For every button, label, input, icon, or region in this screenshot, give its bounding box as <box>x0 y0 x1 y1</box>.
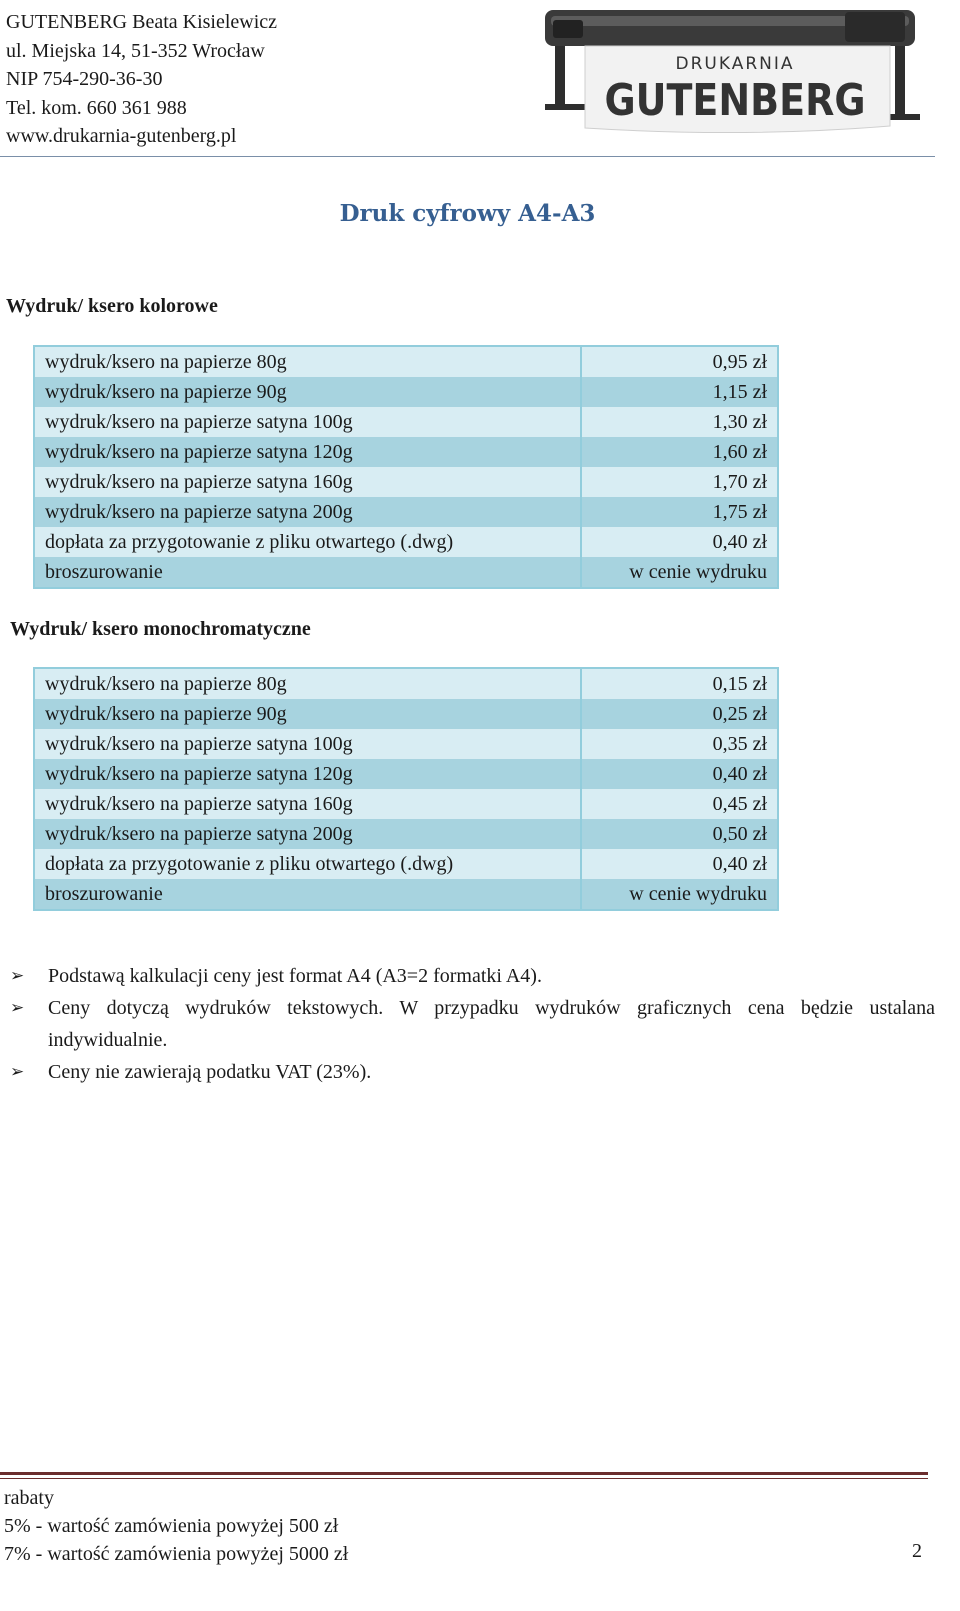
page-number: 2 <box>912 1540 922 1562</box>
item-price: 0,40 zł <box>581 527 778 557</box>
discounts-label: rabaty <box>4 1487 54 1509</box>
table-row <box>34 668 778 699</box>
item-name: dopłata za przygotowanie z pliku otwartego (.dwg) <box>34 527 581 557</box>
discounts-footer <box>4 1484 348 1568</box>
item-price: 0,50 zł <box>581 819 778 849</box>
item-name: wydruk/ksero na papierze satyna 100g <box>34 407 581 437</box>
item-name: broszurowanie <box>34 557 581 588</box>
note-item: ➢ Podstawą kalkulacji ceny jest format A4 (A3=2 formatki A4). <box>0 960 935 992</box>
table-row <box>34 879 778 910</box>
company-website: www.drukarnia-gutenberg.pl <box>6 125 237 147</box>
item-name: wydruk/ksero na papierze satyna 200g <box>34 497 581 527</box>
arrow-bullet-icon: ➢ <box>10 966 25 985</box>
table-row <box>34 759 778 789</box>
item-name: wydruk/ksero na papierze satyna 200g <box>34 819 581 849</box>
table-row <box>34 729 778 759</box>
item-name: wydruk/ksero na papierze 80g <box>34 668 581 699</box>
discount-1: 5% - wartość zamówienia powyżej 500 zł <box>4 1515 339 1537</box>
item-price: 0,25 zł <box>581 699 778 729</box>
company-nip: NIP 754-290-36-30 <box>6 68 163 90</box>
company-name: GUTENBERG Beata Kisielewicz <box>6 11 278 33</box>
mono-price-table <box>33 667 779 911</box>
item-name: wydruk/ksero na papierze satyna 100g <box>34 729 581 759</box>
color-price-table <box>33 345 779 589</box>
logo-text-gutenberg: GUTENBERG <box>604 74 866 126</box>
item-price: 0,15 zł <box>581 668 778 699</box>
table-row <box>34 497 778 527</box>
table-row <box>34 789 778 819</box>
notes-list <box>0 960 935 1088</box>
table-row <box>34 557 778 588</box>
arrow-bullet-icon: ➢ <box>10 1062 25 1081</box>
header-divider <box>0 156 935 157</box>
table-row <box>34 467 778 497</box>
item-price: 0,95 zł <box>581 346 778 377</box>
item-name: wydruk/ksero na papierze 90g <box>34 377 581 407</box>
color-section-heading: Wydruk/ ksero kolorowe <box>6 295 218 317</box>
company-info <box>6 8 277 151</box>
logo-text-drukarnia: DRUKARNIA <box>675 54 795 74</box>
table-row <box>34 407 778 437</box>
table-row <box>34 699 778 729</box>
arrow-bullet-icon: ➢ <box>10 998 25 1017</box>
item-name: wydruk/ksero na papierze 80g <box>34 346 581 377</box>
item-price: 1,60 zł <box>581 437 778 467</box>
mono-section-heading: Wydruk/ ksero monochromatyczne <box>10 618 311 640</box>
item-name: wydruk/ksero na papierze satyna 160g <box>34 789 581 819</box>
item-name: dopłata za przygotowanie z pliku otwartego (.dwg) <box>34 849 581 879</box>
item-price: 1,75 zł <box>581 497 778 527</box>
item-name: wydruk/ksero na papierze 90g <box>34 699 581 729</box>
item-price: 1,30 zł <box>581 407 778 437</box>
item-price: 0,40 zł <box>581 759 778 789</box>
item-name: broszurowanie <box>34 879 581 910</box>
company-phone: Tel. kom. 660 361 988 <box>6 96 187 119</box>
table-row <box>34 346 778 377</box>
item-price: w cenie wydruku <box>581 879 778 910</box>
table-row <box>34 819 778 849</box>
item-price: 1,15 zł <box>581 377 778 407</box>
footer-divider-thin <box>0 1478 928 1479</box>
footer-divider <box>0 1472 928 1475</box>
note-item: ➢ Ceny nie zawierają podatku VAT (23%). <box>0 1056 935 1088</box>
item-name: wydruk/ksero na papierze satyna 160g <box>34 467 581 497</box>
item-name: wydruk/ksero na papierze satyna 120g <box>34 437 581 467</box>
page-title: Druk cyfrowy A4-A3 <box>339 200 596 227</box>
table-row <box>34 377 778 407</box>
item-price: 0,35 zł <box>581 729 778 759</box>
discount-2: 7% - wartość zamówienia powyżej 5000 zł <box>4 1543 349 1565</box>
table-row <box>34 527 778 557</box>
company-address: ul. Miejska 14, 51-352 Wrocław <box>6 39 265 62</box>
item-price: 1,70 zł <box>581 467 778 497</box>
table-row <box>34 437 778 467</box>
item-name: wydruk/ksero na papierze satyna 120g <box>34 759 581 789</box>
item-price: 0,40 zł <box>581 849 778 879</box>
printer-logo <box>545 6 925 142</box>
item-price: w cenie wydruku <box>581 557 778 588</box>
note-item: ➢ Ceny dotyczą wydruków tekstowych. W przypadku wydruków graficznych cena będzie ustalana indywidualnie. <box>0 992 935 1056</box>
item-price: 0,45 zł <box>581 789 778 819</box>
table-row <box>34 849 778 879</box>
